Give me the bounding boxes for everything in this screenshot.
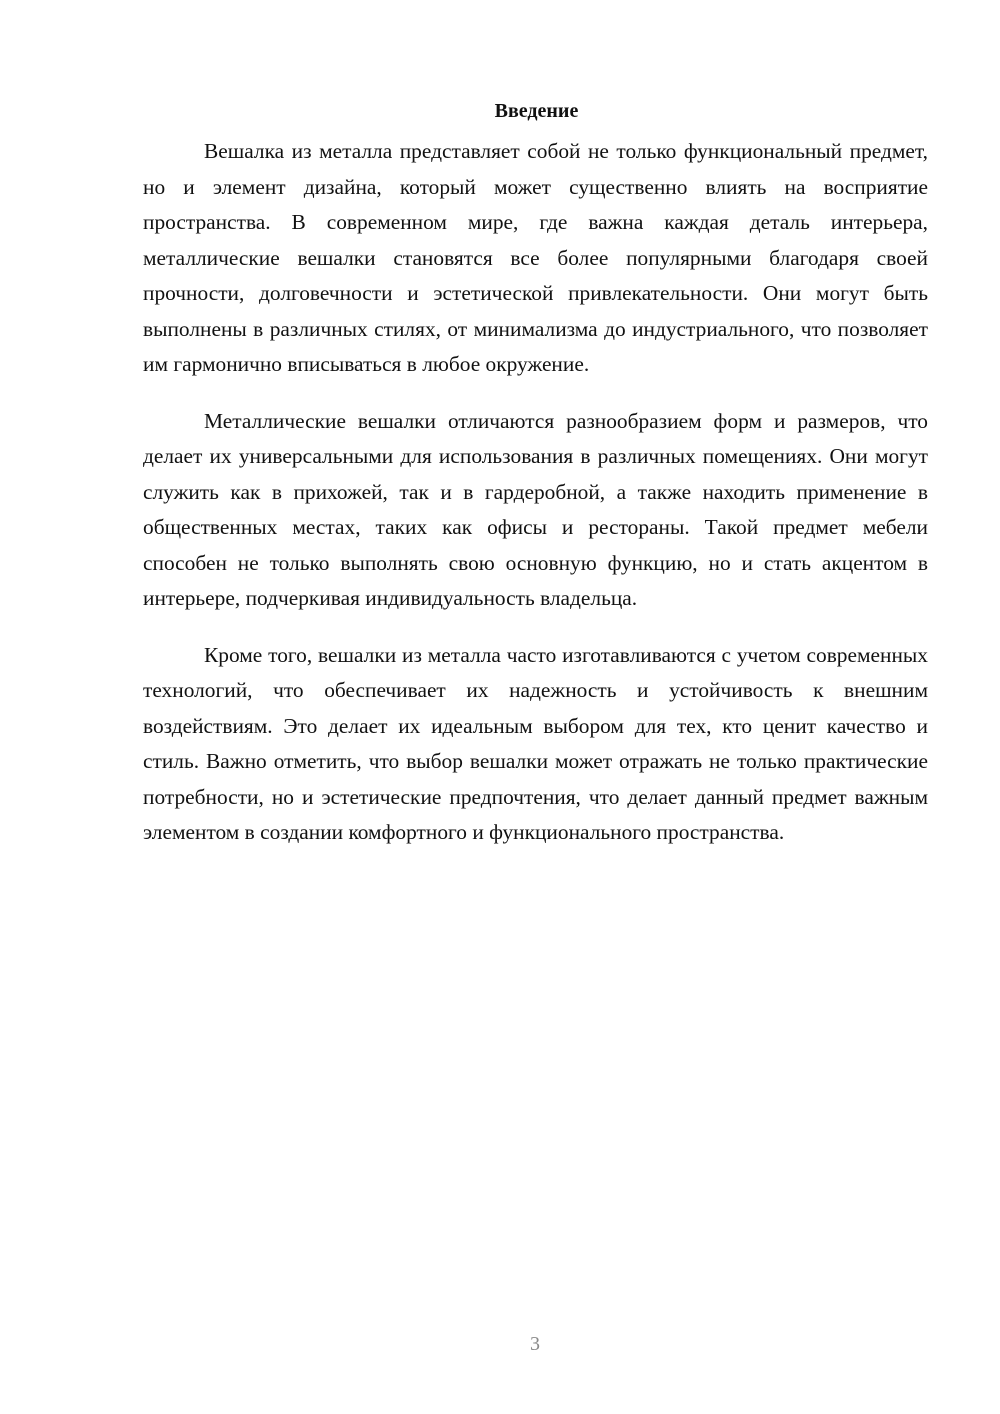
page-number: 3 — [530, 1333, 540, 1355]
paragraph-1: Вешалка из металла представляет собой не только функциональный предмет, но и элемент дизайна, который может существенно влиять на восприятие пространства. В современном мире, где важна каждая деталь интерьера, металлические вешалки становятся все более популярными благодаря своей прочности, долговечности и эстетической привлекательности. Они могут быть выполнены в различных стилях, от минимализма до индустриального, что позволяет им гармонично вписываться в любое окружение. — [143, 139, 928, 376]
section-heading: Введение — [494, 100, 579, 122]
paragraph-3: Кроме того, вешалки из металла часто изготавливаются с учетом современных технологий, что обеспечивает их надежность и устойчивость к внешним воздействиям. Это делает их идеальным выбором для тех, кто ценит качество и стиль. Важно отметить, что выбор вешалки может отражать не только практические потребности, но и эстетические предпочтения, что делает данный предмет важным элементом в создании комфортного и функционального пространства. — [143, 642, 928, 844]
paragraph-2: Металлические вешалки отличаются разнообразием форм и размеров, что делает их универсальными для использования в различных помещениях. Они могут служить как в прихожей, так и в гардеробной, а также находить применение в общественных местах, таких как офисы и рестораны. Такой предмет мебели способен не только выполнять свою основную функцию, но и стать акцентом в интерьере, подчеркивая индивидуальность владельца. — [143, 408, 928, 610]
page-content — [143, 94, 928, 872]
